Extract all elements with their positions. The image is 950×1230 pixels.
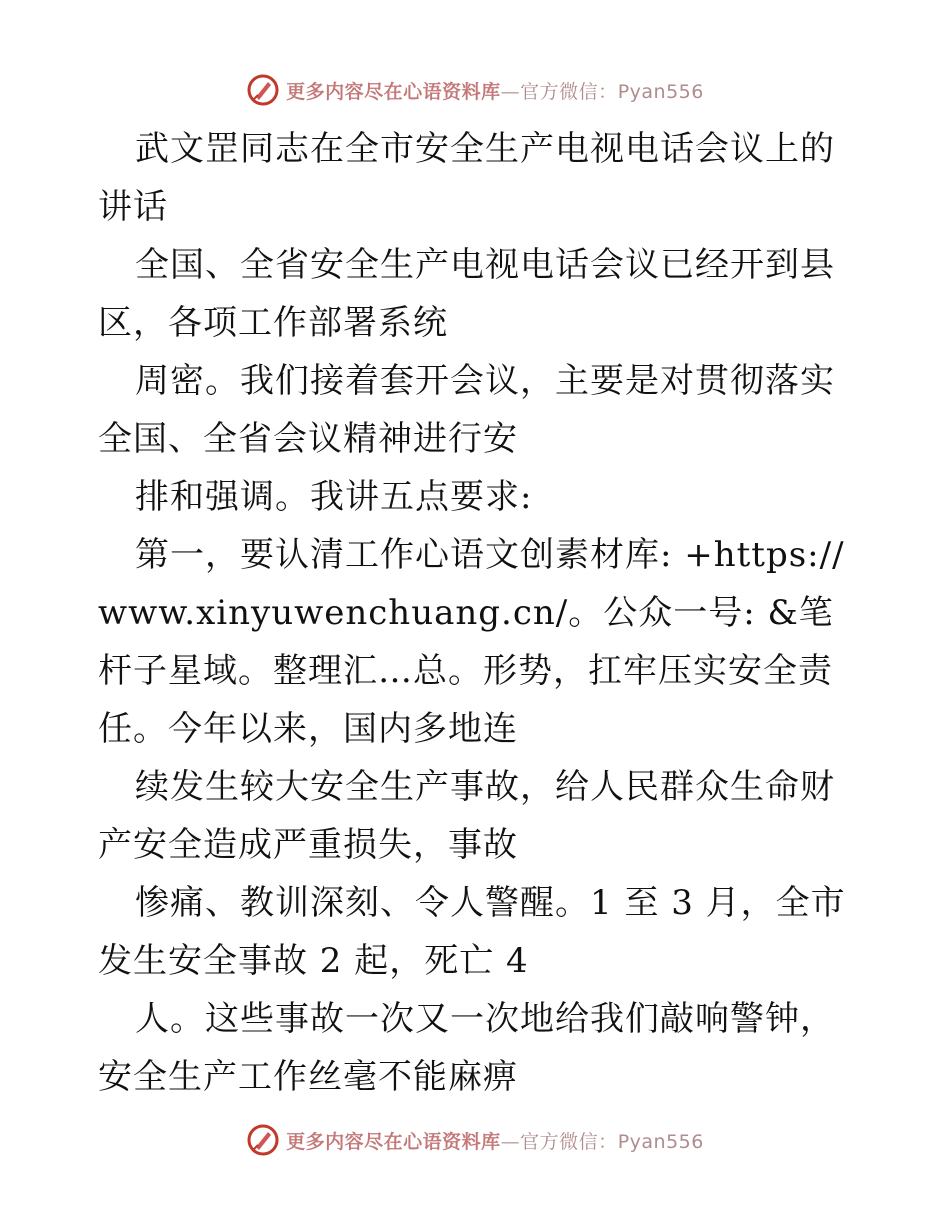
banner-library-text: 更多内容尽在心语资料库 <box>286 80 501 103</box>
banner-wechat-id: Pyan556 <box>617 1130 704 1153</box>
banner-separator: — <box>500 1130 521 1153</box>
banner-library-text: 更多内容尽在心语资料库 <box>286 1130 501 1153</box>
paragraph: 周密。我们接着套开会议，主要是对贯彻落实全国、全省会议精神进行安 <box>98 361 835 459</box>
paragraph: 人。这些事故一次又一次地给我们敲响警钟，安全生产工作丝毫不能麻痹 <box>98 999 835 1097</box>
footer-banner <box>0 1120 950 1160</box>
paragraph: 全国、全省安全生产电视电话会议已经开到县区，各项工作部署系统 <box>98 245 835 343</box>
paragraph: 排和强调。我讲五点要求: <box>135 477 533 517</box>
banner-text <box>286 1127 704 1154</box>
banner-separator: — <box>500 80 521 103</box>
library-logo-icon <box>246 1123 280 1157</box>
library-logo-icon <box>246 73 280 107</box>
banner-wechat-label: 官方微信： <box>520 80 618 103</box>
paragraph: 第一，要认清工作心语文创素材库: +https://www.xinyuwenchuang.cn/。公众一号: &笔杆子星域。整理汇…总。形势，扛牢压实安全责任。今年以来，国内多地连 <box>98 535 845 749</box>
paragraph: 续发生较大安全生产事故，给人民群众生命财产安全造成严重损失，事故 <box>98 767 835 865</box>
banner-wechat-id: Pyan556 <box>617 80 704 103</box>
header-banner <box>0 70 950 110</box>
document-body <box>98 120 853 1106</box>
banner-wechat-label: 官方微信： <box>520 1130 618 1153</box>
document-title: 武文罡同志在全市安全生产电视电话会议上的讲话 <box>98 129 835 227</box>
paragraph: 惨痛、教训深刻、令人警醒。1 至 3 月，全市发生安全事故 2 起，死亡 4 <box>98 883 846 981</box>
banner-text <box>286 77 704 104</box>
